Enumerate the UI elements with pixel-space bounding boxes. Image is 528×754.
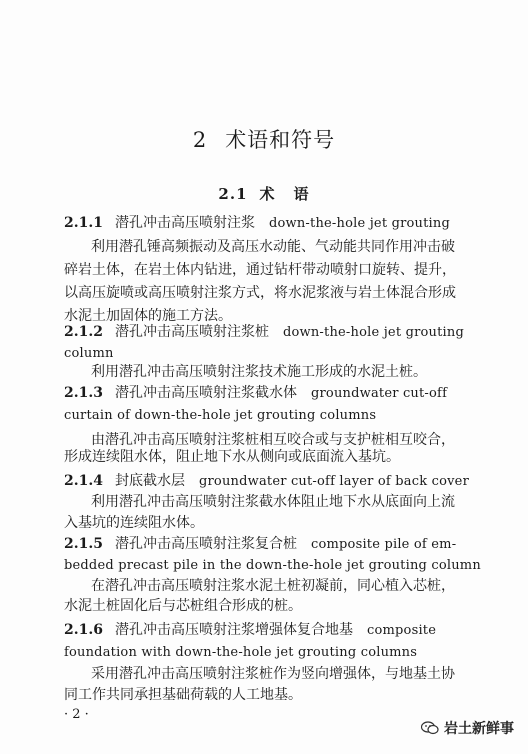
term-heading — [64, 322, 464, 343]
chapter-heading: 术语和符号 — [225, 128, 336, 152]
term-zh: 封底截水层 — [114, 473, 185, 489]
definition-line: 形成连续阻水体，阻止地下水从侧向或底面流入基坑。 — [64, 449, 400, 465]
term-en-continuation: column — [64, 346, 114, 361]
definition-line: 利用潜孔冲击高压喷射注浆截水体阻止地下水从底面向上流 — [91, 494, 455, 510]
term-heading — [64, 383, 464, 404]
term-en: composite pile of em- — [310, 537, 457, 552]
term-number: 2.1.6 — [64, 622, 103, 638]
definition-line: 同工作共同承担基础荷载的人工地基。 — [64, 687, 302, 703]
term-number: 2.1.4 — [64, 473, 103, 489]
section-heading-part2: 语 — [293, 185, 310, 203]
term-heading — [64, 620, 464, 641]
term-number: 2.1.5 — [64, 536, 103, 552]
page-number: · 2 · — [64, 707, 89, 722]
term-en: groundwater cut-off layer of back cover — [198, 474, 469, 489]
definition-line: 以高压旋喷或高压喷射注浆方式，将水泥浆液与岩土体混合形成 — [64, 285, 456, 301]
term-en: groundwater cut-off — [310, 386, 448, 401]
definition-line: 水泥土桩固化后与芯桩组合形成的桩。 — [64, 598, 302, 614]
chapter-number: 2 — [192, 128, 208, 152]
definition-line: 利用潜孔冲击高压喷射注浆技术施工形成的水泥土桩。 — [91, 364, 427, 380]
term-number: 2.1.3 — [64, 385, 103, 401]
definition-line: 由潜孔冲击高压喷射注浆桩相互咬合或与支护桩相互咬合， — [91, 432, 455, 448]
term-en: down-the-hole jet grouting — [268, 216, 450, 231]
term-zh: 潜孔冲击高压喷射注浆增强体复合地基 — [114, 622, 353, 638]
term-heading — [64, 471, 469, 492]
term-en-continuation: foundation with down-the-hole jet grouting columns — [64, 645, 418, 660]
term-en-continuation: bedded precast pile in the down-the-hole jet grouting column — [64, 558, 481, 573]
watermark — [421, 718, 514, 738]
definition-line: 碎岩土体，在岩土体内钻进，通过钻杆带动喷射口旋转、提升， — [64, 262, 456, 278]
term-heading — [64, 534, 464, 555]
term-zh: 潜孔冲击高压喷射注浆 — [114, 215, 255, 231]
section-title — [0, 183, 528, 204]
term-heading — [64, 213, 464, 234]
chapter-title — [0, 124, 528, 154]
term-en-continuation: curtain of down-the-hole jet grouting columns — [64, 408, 377, 423]
definition-line: 水泥土加固体的施工方法。 — [64, 308, 232, 324]
wechat-icon — [421, 721, 439, 735]
term-number: 2.1.2 — [64, 324, 103, 340]
term-zh: 潜孔冲击高压喷射注浆桩 — [114, 324, 269, 340]
definition-line: 在潜孔冲击高压喷射注浆水泥土桩初凝前，同心植入芯桩， — [91, 578, 455, 594]
term-zh: 潜孔冲击高压喷射注浆截水体 — [114, 385, 297, 401]
term-en: composite — [366, 623, 437, 638]
definition-line: 采用潜孔冲击高压喷射注浆桩作为竖向增强体，与地基土协 — [91, 666, 455, 682]
section-heading-part1: 术 — [259, 185, 276, 203]
section-number: 2.1 — [218, 185, 248, 203]
definition-line: 入基坑的连续阻水体。 — [64, 515, 204, 531]
term-zh: 潜孔冲击高压喷射注浆复合桩 — [114, 536, 297, 552]
term-number: 2.1.1 — [64, 215, 103, 231]
definition-line: 利用潜孔锤高频振动及高压水动能、气动能共同作用冲击破 — [91, 239, 455, 255]
term-en: down-the-hole jet grouting — [282, 325, 464, 340]
watermark-text: 岩土新鲜事 — [444, 721, 514, 737]
